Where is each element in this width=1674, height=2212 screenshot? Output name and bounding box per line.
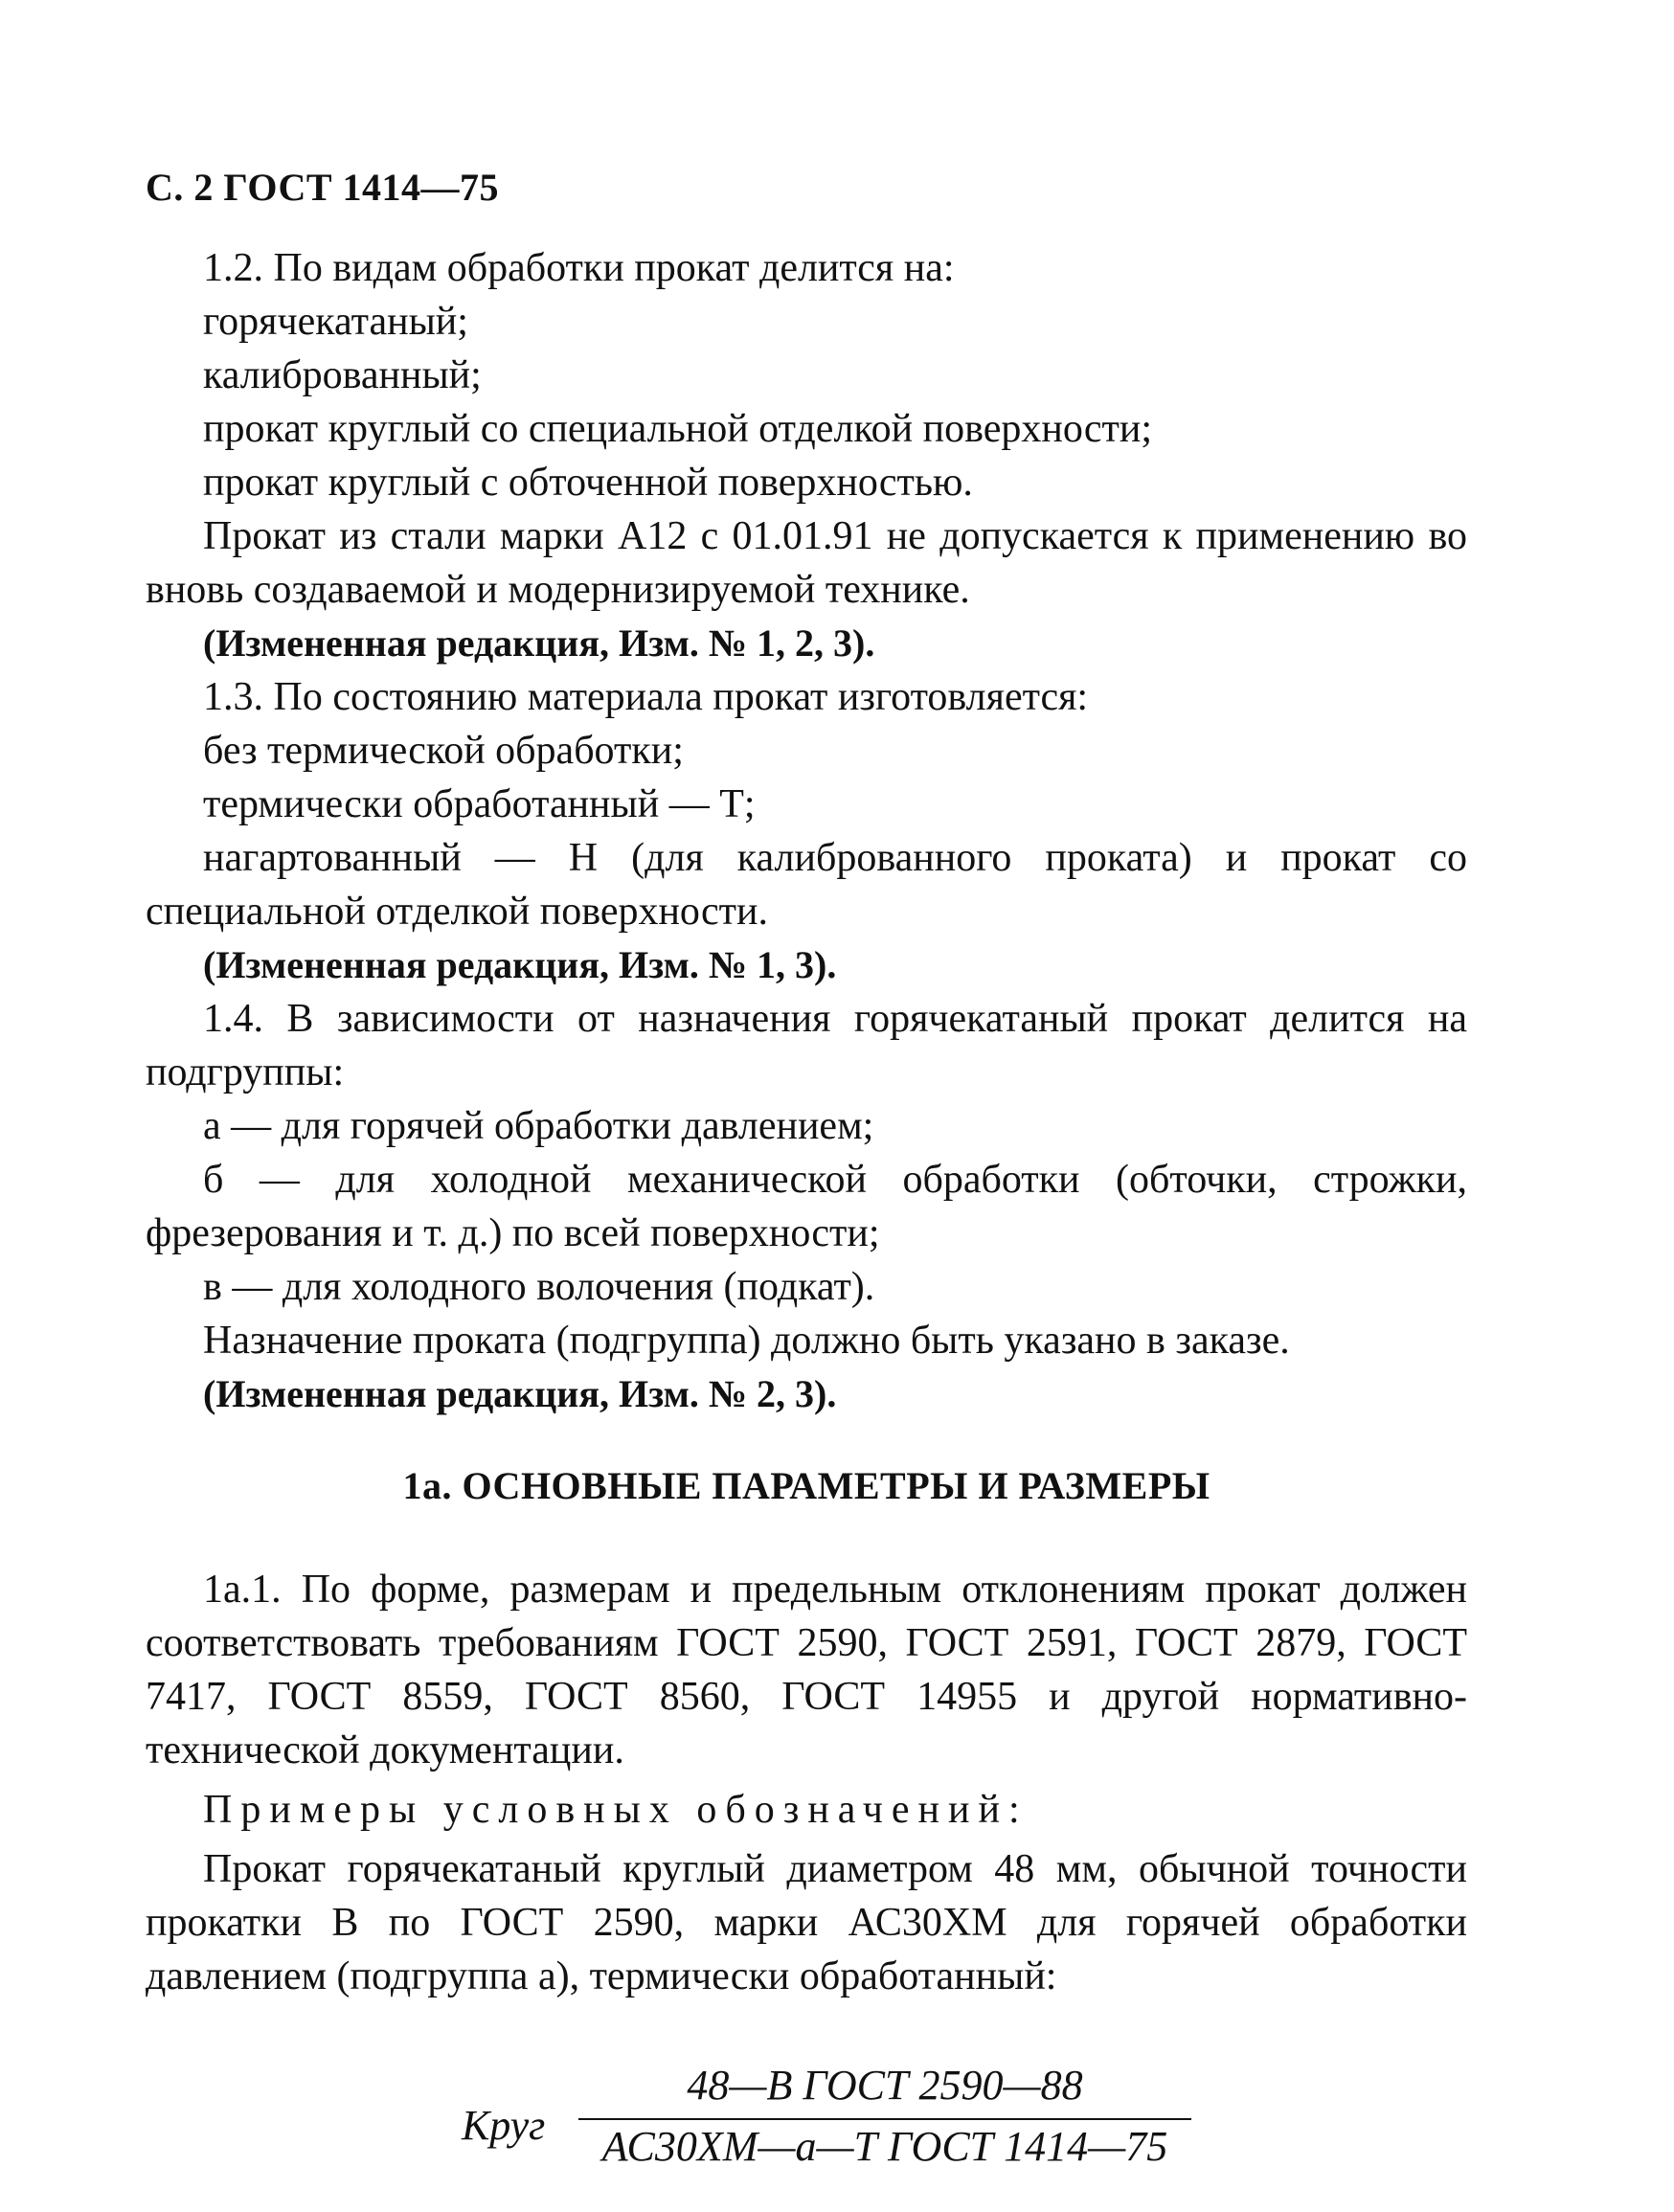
clause-1-3-item: нагартованный — Н (для калиброванного проката) и прокат со специальной отделкой поверхности. xyxy=(146,836,1467,934)
example-1-text: Прокат горячекатаный круглый диаметром 48 мм, обычной точности прокатки В по ГОСТ 2590, марки АС30ХМ для горячей обработки давлением (подгруппа а), термически обработанный: xyxy=(146,1847,1467,1998)
clause-1-4-item: б — для холодной механической обработки (обточки, строжки, фрезерования и т. д.) по всей поверхности; xyxy=(146,1158,1467,1255)
clause-1-3-item: термически обработанный — Т; xyxy=(203,782,756,826)
clause-1-2-item: прокат круглый с обточенной поверхностью. xyxy=(203,461,973,505)
clause-1-3-item: без термической обработки; xyxy=(203,729,684,773)
clause-1a-1: 1а.1. По форме, размерам и предельным отклонениям прокат должен соответствовать требованиям ГОСТ 2590, ГОСТ 2591, ГОСТ 2879, ГОСТ 7417, ГОСТ 8559, ГОСТ 8560, ГОСТ 14955 и другой нормативно-технической документации. xyxy=(146,1568,1467,1772)
document-page xyxy=(146,144,1467,2176)
clause-1-3-edition: (Измененная редакция, Изм. № 1, 3). xyxy=(203,943,837,986)
clause-1-2-item: горячекатаный; xyxy=(203,300,468,344)
fraction-bar xyxy=(578,2118,1191,2120)
clause-1-4-edition: (Измененная редакция, Изм. № 2, 3). xyxy=(203,1372,837,1415)
clause-1-2-edition: (Измененная редакция, Изм. № 1, 2, 3). xyxy=(203,621,875,665)
clause-1-2-item: калиброванный; xyxy=(203,353,482,397)
clause-1-4-item: в — для холодного волочения (подкат). xyxy=(203,1265,875,1309)
formula-label: Круг xyxy=(462,2102,546,2149)
clause-1-3-title: 1.3. По состоянию материала прокат изготовляется: xyxy=(203,675,1089,719)
clause-1-2-item: прокат круглый со специальной отделкой поверхности; xyxy=(203,407,1153,451)
formula-denominator: АС30ХМ—а—Т ГОСТ 1414—75 xyxy=(601,2123,1168,2170)
formula-numerator: 48—В ГОСТ 2590—88 xyxy=(687,2062,1083,2109)
clause-1-4-title: 1.4. В зависимости от назначения горячекатаный прокат делится на подгруппы: xyxy=(146,997,1467,1095)
examples-title: Примеры условных обозначений: xyxy=(203,1788,1029,1832)
clause-1-4-item: а — для горячей обработки давлением; xyxy=(203,1104,874,1148)
clause-1-4-note: Назначение проката (подгруппа) должно быть указано в заказе. xyxy=(203,1319,1290,1363)
section-1a-title: 1а. ОСНОВНЫЕ ПАРАМЕТРЫ И РАЗМЕРЫ xyxy=(402,1464,1210,1507)
clause-1-2-title: 1.2. По видам обработки прокат делится на: xyxy=(203,246,955,290)
designation-formula xyxy=(146,2061,1467,2176)
page-header: С. 2 ГОСТ 1414—75 xyxy=(146,166,500,209)
clause-1-2-note: Прокат из стали марки А12 с 01.01.91 не допускается к применению во вновь создаваемой и модернизируемой технике. xyxy=(146,514,1467,612)
